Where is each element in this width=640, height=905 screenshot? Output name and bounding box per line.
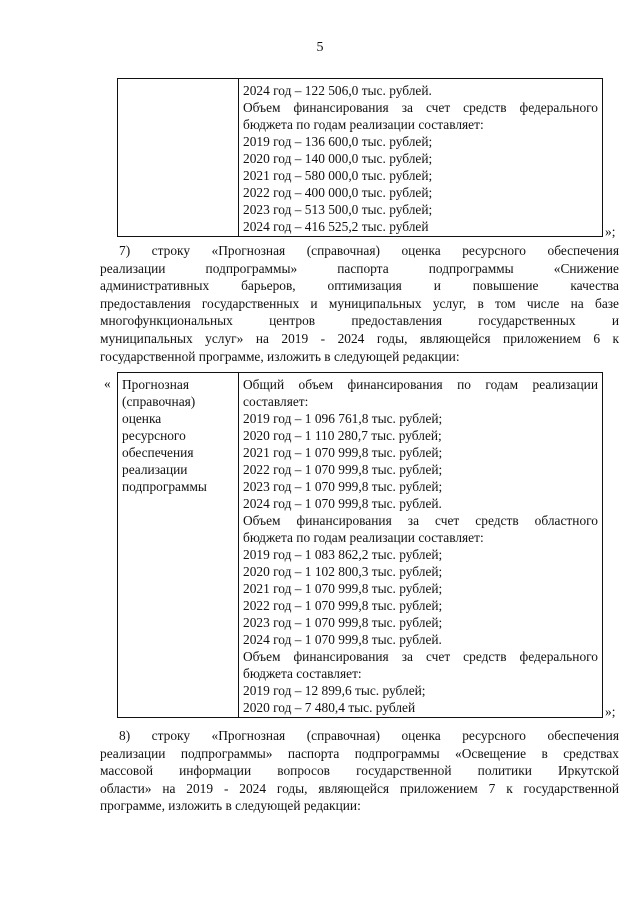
text-line: 2020 год – 7 480,4 тыс. рублей <box>243 700 416 715</box>
text-line: области» на 2019 - 2024 годы, являющейся приложением 7 к государственной <box>100 780 619 796</box>
label-lines <box>118 376 238 495</box>
table-continuation <box>117 78 603 237</box>
paragraph-8 <box>100 727 619 815</box>
opening-quote: « <box>104 376 111 391</box>
table-left-cell <box>118 79 239 237</box>
text-line: ресурсного <box>122 428 186 443</box>
closing-quote-2: »; <box>605 704 616 719</box>
text-line: 2024 год – 122 506,0 тыс. рублей. <box>243 83 432 98</box>
text-line: 2021 год – 580 000,0 тыс. рублей; <box>243 168 433 183</box>
text-line: массовой информации вопросов государственной политики Иркутской <box>100 763 619 779</box>
text-line: муниципальных услуг» на 2019 - 2024 годы, являющейся приложением 6 к <box>100 330 619 346</box>
text-line: 2020 год – 140 000,0 тыс. рублей; <box>243 151 433 166</box>
text-line: реализации подпрограммы» паспорта подпрограммы «Освещение в средствах <box>100 745 619 761</box>
text-line: 2022 год – 400 000,0 тыс. рублей; <box>243 185 433 200</box>
paragraph-7 <box>100 242 619 365</box>
text-line: бюджета по годам реализации составляет: <box>243 117 484 132</box>
text-line: Объем финансирования за счет средств областного <box>243 513 598 528</box>
funding-lines <box>243 82 598 235</box>
text-line: программе, изложить в следующей редакции: <box>100 798 361 814</box>
text-line: Общий объем финансирования по годам реализации <box>243 377 598 392</box>
text-line: составляет: <box>243 394 309 409</box>
page-number: 5 <box>316 40 324 55</box>
text-line: 2023 год – 513 500,0 тыс. рублей; <box>243 202 433 217</box>
text-line: 2021 год – 1 070 999,8 тыс. рублей; <box>243 581 443 596</box>
text-line: реализации <box>122 462 188 477</box>
text-line: 2019 год – 12 899,6 тыс. рублей; <box>243 683 426 698</box>
text-line: реализации подпрограммы» паспорта подпрограммы «Снижение <box>100 260 619 276</box>
closing-quote: »; <box>605 224 616 239</box>
text-line: 2021 год – 1 070 999,8 тыс. рублей; <box>243 445 443 460</box>
table-right-cell <box>239 79 603 237</box>
text-line: многофункциональных центров предоставления государственных и <box>100 313 619 329</box>
text-line: оценка <box>122 411 162 426</box>
text-line: 2023 год – 1 070 999,8 тыс. рублей; <box>243 479 443 494</box>
text-line: 2024 год – 1 070 999,8 тыс. рублей. <box>243 496 442 511</box>
text-line: подпрограммы <box>122 479 207 494</box>
text-line: 2022 год – 1 070 999,8 тыс. рублей; <box>243 462 443 477</box>
table-label-cell <box>118 373 239 718</box>
text-line: 2019 год – 136 600,0 тыс. рублей; <box>243 134 433 149</box>
text-line: государственной программе, изложить в следующей редакции: <box>100 348 460 364</box>
text-line: 7) строку «Прогнозная (справочная) оценка ресурсного обеспечения <box>119 243 619 258</box>
text-line: 8) строку «Прогнозная (справочная) оценка ресурсного обеспечения <box>119 728 619 743</box>
text-line: 2024 год – 416 525,2 тыс. рублей <box>243 219 429 234</box>
text-line: 2024 год – 1 070 999,8 тыс. рублей. <box>243 632 442 647</box>
text-line: 2022 год – 1 070 999,8 тыс. рублей; <box>243 598 443 613</box>
text-line: Объем финансирования за счет средств федерального <box>243 100 598 115</box>
text-line: Прогнозная <box>122 377 189 392</box>
text-line: 2019 год – 1 096 761,8 тыс. рублей; <box>243 411 443 426</box>
text-line: 2019 год – 1 083 862,2 тыс. рублей; <box>243 547 443 562</box>
text-line: Объем финансирования за счет средств федерального <box>243 649 598 664</box>
text-line: предоставления государственных и муниципальных услуг, в том числе на базе <box>100 295 619 311</box>
text-line: (справочная) <box>122 394 196 409</box>
table-resource-estimate <box>117 372 603 718</box>
text-line: административных барьеров, оптимизация и повышение качества <box>100 278 619 294</box>
text-line: обеспечения <box>122 445 194 460</box>
text-line: бюджета составляет: <box>243 666 362 681</box>
table-value-cell <box>239 373 603 718</box>
value-lines <box>243 376 598 716</box>
text-line: 2023 год – 1 070 999,8 тыс. рублей; <box>243 615 443 630</box>
text-line: 2020 год – 1 110 280,7 тыс. рублей; <box>243 428 442 443</box>
text-line: бюджета по годам реализации составляет: <box>243 530 484 545</box>
text-line: 2020 год – 1 102 800,3 тыс. рублей; <box>243 564 443 579</box>
